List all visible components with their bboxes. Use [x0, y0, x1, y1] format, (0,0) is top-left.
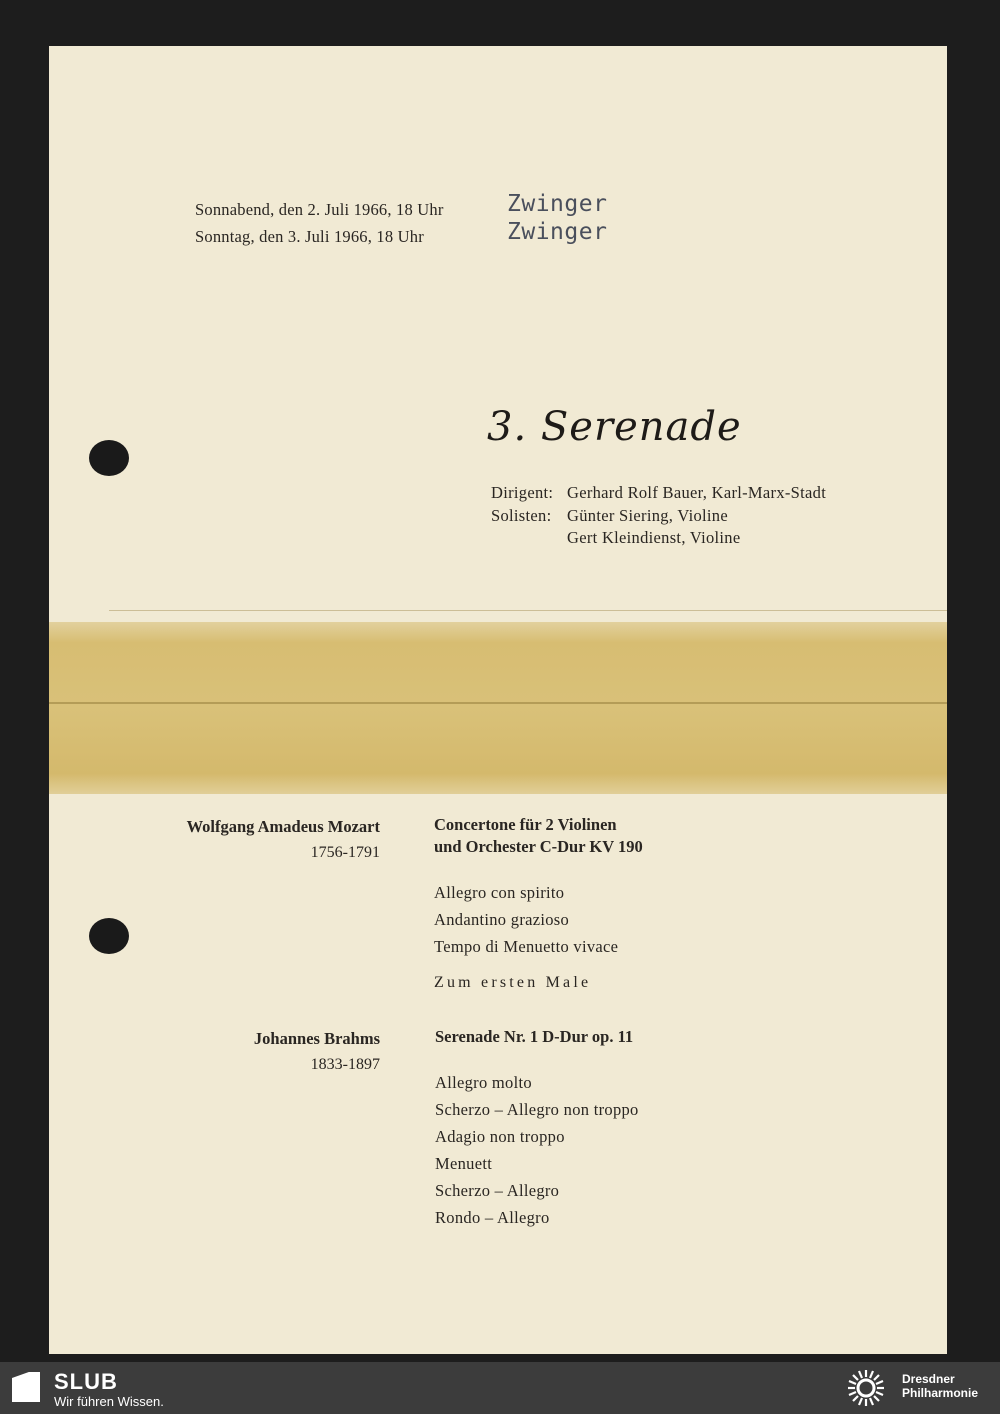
movement: Allegro molto [435, 1073, 532, 1092]
work-title-line-1: Serenade Nr. 1 D-Dur op. 11 [435, 1027, 634, 1046]
date-line-saturday: Sonnabend, den 2. Juli 1966, 18 Uhr [195, 200, 444, 219]
soloist-1: Günter Siering, Violine [567, 506, 728, 525]
soloist-2: Gert Kleindienst, Violine [567, 528, 741, 547]
movement: Allegro con spirito [434, 883, 565, 902]
punch-hole-top [89, 440, 129, 476]
concert-title: 3. Serenade [487, 404, 742, 450]
partner-name-line-2: Philharmonie [902, 1386, 979, 1400]
movement: Adagio non troppo [435, 1127, 565, 1146]
premiere-note: Zum ersten Male [434, 974, 592, 991]
movement: Scherzo – Allegro non troppo [435, 1100, 639, 1119]
composer-brahms-years: 1833-1897 [310, 1056, 380, 1073]
composer-mozart: Wolfgang Amadeus Mozart [186, 817, 380, 836]
philharmonie-sunburst-icon [846, 1368, 886, 1408]
slub-tagline: Wir führen Wissen. [54, 1394, 164, 1409]
soloists-label: Solisten: [491, 506, 552, 525]
movement: Andantino grazioso [434, 910, 570, 929]
work-title-line-1: Concertone für 2 Violinen [434, 815, 617, 834]
conductor-name: Gerhard Rolf Bauer, Karl-Marx-Stadt [567, 483, 827, 502]
slub-logo-icon [12, 1372, 40, 1402]
composer-brahms: Johannes Brahms [253, 1029, 380, 1048]
slub-brand: SLUB [54, 1369, 118, 1394]
tape-edge-line [109, 610, 947, 611]
footer-bar [0, 1362, 1000, 1414]
venue-stamp-1: Zwinger [507, 191, 608, 217]
program-sheet [49, 46, 947, 1354]
punch-hole-bottom [89, 918, 129, 954]
paper-fold-line [49, 702, 947, 704]
composer-mozart-years: 1756-1791 [310, 844, 380, 861]
movement: Scherzo – Allegro [435, 1181, 560, 1200]
conductor-label: Dirigent: [491, 483, 554, 502]
movement: Tempo di Menuetto vivace [434, 937, 619, 956]
venue-stamp-2: Zwinger [507, 219, 608, 245]
work-title-line-2: und Orchester C-Dur KV 190 [434, 837, 643, 856]
adhesive-tape-strip [49, 622, 947, 794]
date-line-sunday: Sonntag, den 3. Juli 1966, 18 Uhr [195, 227, 424, 246]
movement: Menuett [435, 1154, 493, 1173]
partner-name-line-1: Dresdner [902, 1372, 955, 1386]
movement: Rondo – Allegro [435, 1208, 550, 1227]
